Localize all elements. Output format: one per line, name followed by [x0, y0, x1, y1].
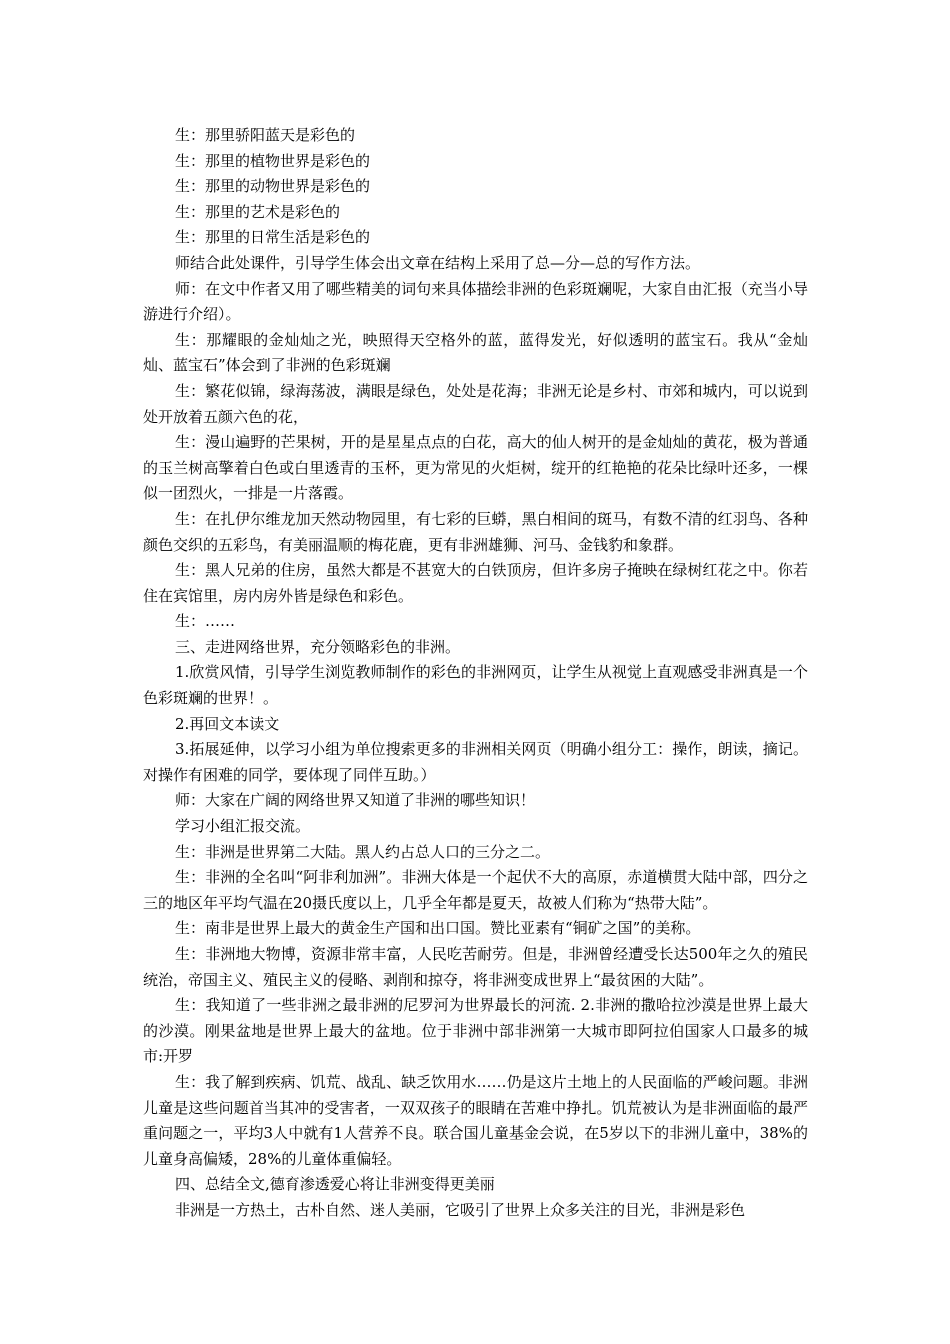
paragraph: 生：我知道了一些非洲之最非洲的尼罗河为世界最长的河流. 2.非洲的撒哈拉沙漠是世界上最大的沙漠。刚果盆地是世界上最大的盆地。位于非洲中部非洲第一大城市即阿拉伯国家人口最多的城市:开罗: [143, 996, 808, 1066]
paragraph: 生：那里的植物世界是彩色的: [175, 151, 371, 170]
paragraph: 生：我了解到疾病、饥荒、战乱、缺乏饮用水……仍是这片土地上的人民面临的严峻问题。非洲儿童是这些问题首当其冲的受害者，一双双孩子的眼睛在苦难中挣扎。饥荒被认为是非洲面临的最严重问题之一，平均3人中就有1人营养不良。联合国儿童基金会说，在5岁以下的非洲儿童中，38%的儿童身高偏矮，28%的儿童体重偏轻。: [143, 1072, 808, 1168]
paragraph: 生：非洲的全名叫“阿非利加洲”。非洲大体是一个起伏不大的高原，赤道横贯大陆中部，四分之三的地区年平均气温在20摄氏度以上，几乎全年都是夏天，故被人们称为“热带大陆”。: [143, 868, 808, 912]
paragraph: 生：漫山遍野的芒果树，开的是星星点点的白花，高大的仙人树开的是金灿灿的黄花，极为普通的玉兰树高擎着白色或白里透青的玉杯，更为常见的火炬树，绽开的红艳艳的花朵比绿叶还多，一棵似一团烈火，一排是一片落霞。: [143, 433, 808, 503]
paragraph: 生：在扎伊尔维龙加天然动物园里，有七彩的巨蟒，黑白相间的斑马，有数不清的红羽鸟、各种颜色交织的五彩鸟，有美丽温顺的梅花鹿，更有非洲雄狮、河马、金钱豹和象群。: [143, 509, 808, 554]
paragraph: 生：那里骄阳蓝天是彩色的: [175, 126, 356, 144]
paragraph: 生：南非是世界上最大的黄金生产国和出口国。赞比亚素有“铜矿之国”的美称。: [175, 919, 701, 938]
paragraph: 生：繁花似锦，绿海荡波，满眼是绿色，处处是花海；非洲无论是乡村、市郊和城内，可以说到处开放着五颜六色的花，: [143, 381, 808, 426]
paragraph: 生：……: [175, 612, 236, 631]
document-body: [143, 123, 808, 1224]
paragraph: 生：黑人兄弟的住房，虽然大都是不甚宽大的白铁顶房，但许多房子掩映在绿树红花之中。你若住在宾馆里，房内房外皆是绿色和彩色。: [143, 561, 808, 605]
paragraph: 生：那里的艺术是彩色的: [175, 202, 341, 221]
section-heading: 四、总结全文,德育渗透爱心将让非洲变得更美丽: [175, 1175, 495, 1194]
paragraph: 师：在文中作者又用了哪些精美的词句来具体描绘非洲的色彩斑斓呢，大家自由汇报（充当小导游进行介绍）。: [143, 279, 808, 324]
paragraph: 生：那里的日常生活是彩色的: [175, 228, 371, 247]
paragraph: 生：那里的动物世界是彩色的: [175, 177, 371, 196]
paragraph: 生：非洲是世界第二大陆。黑人约占总人口的三分之二。: [175, 842, 551, 861]
section-heading: 三、走进网络世界，充分领略彩色的非洲。: [175, 637, 461, 656]
paragraph: 2.再回文本读文: [175, 714, 280, 733]
paragraph: 师结合此处课件，引导学生体会出文章在结构上采用了总—分—总的写作方法。: [175, 253, 701, 272]
paragraph: 3.拓展延伸，以学习小组为单位搜索更多的非洲相关网页（明确小组分工：操作，朗读，摘记。对操作有困难的同学，要体现了同伴互助。）: [143, 740, 808, 784]
paragraph: 生：非洲地大物博，资源非常丰富，人民吃苦耐劳。但是，非洲曾经遭受长达500年之久的殖民统治，帝国主义、殖民主义的侵略、剥削和掠夺，将非洲变成世界上“最贫困的大陆”。: [143, 945, 808, 989]
paragraph: 生：那耀眼的金灿灿之光，映照得天空格外的蓝，蓝得发光，好似透明的蓝宝石。我从“金灿灿、蓝宝石”体会到了非洲的色彩斑斓: [143, 330, 808, 375]
paragraph: 学习小组汇报交流。: [175, 817, 311, 836]
paragraph: 非洲是一方热土，古朴自然、迷人美丽，它吸引了世界上众多关注的目光，非洲是彩色: [175, 1200, 746, 1219]
paragraph: 师：大家在广阔的网络世界又知道了非洲的哪些知识！: [175, 791, 536, 810]
paragraph: 1.欣赏风情，引导学生浏览教师制作的彩色的非洲网页，让学生从视觉上直观感受非洲真是一个色彩斑斓的世界！。: [143, 663, 808, 708]
